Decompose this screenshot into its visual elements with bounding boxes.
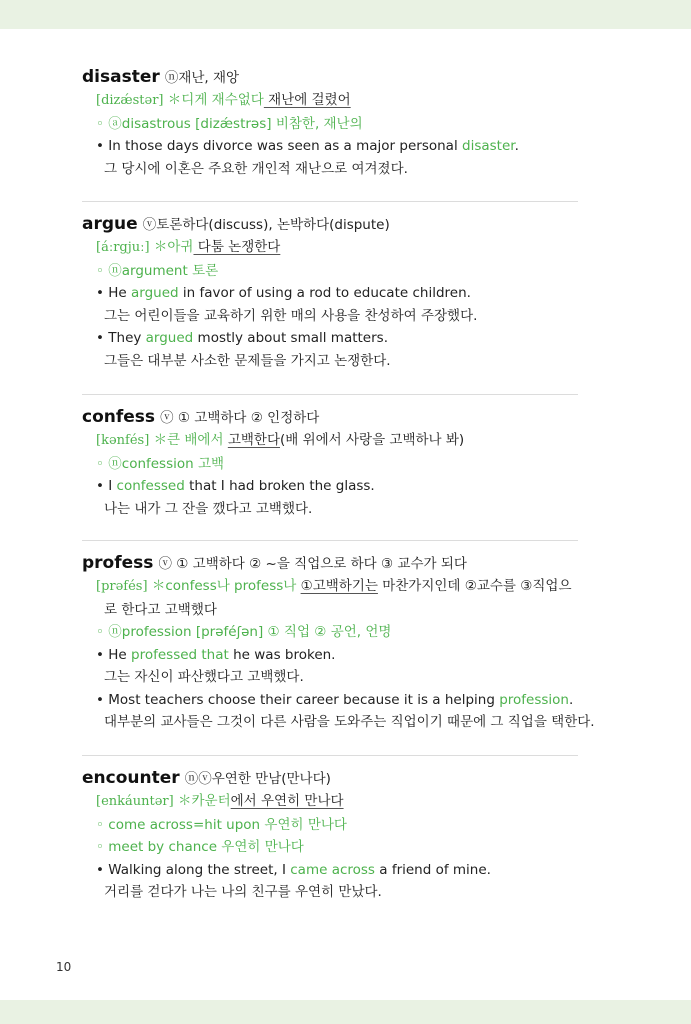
example-sentence: • He argued in favor of using a rod to educate children. [96,285,471,301]
pronunciation: [enkáuntər] [96,794,174,809]
derivative-line [96,836,582,859]
bullet-circle: ◦ [96,839,109,855]
bullet-circle: ◦ [96,115,109,132]
entry-head [82,553,582,575]
example-sentence: • He professed that he was broken. [96,646,336,663]
derivative-line [96,260,582,283]
example-highlight: confessed [116,478,185,494]
derivative-line [96,113,582,136]
headword: confess [82,407,156,427]
derivative: meet by chance 우연히 만나다 [108,839,304,855]
part-of-speech: ⓥ토론하다(discuss), 논박하다(dispute) [142,217,390,233]
example-translation: 그들은 대부분 사소한 문제들을 가지고 논쟁한다. [104,352,391,369]
mnemonic-tip: ＊confess나 profess나 [151,578,297,594]
mnemonic-meaning: 에서 우연히 만나다 [230,793,344,809]
headword: encounter [82,768,180,788]
page-number: 10 [56,960,72,974]
derivative: ⓐdisastrous [dizǽstrəs] 비참한, 재난의 [108,115,363,132]
mnemonic-note: 마찬가지인데 ②교수를 ③직업으 [377,578,572,594]
mnemonic-tip: ＊아귀 [153,239,194,255]
mnemonic-line [96,429,582,453]
divider [82,201,578,202]
derivative: come across=hit upon 우연히 만나다 [108,816,347,833]
entry-head [82,214,582,236]
example-translation: 그는 어린이들을 교육하기 위한 매의 사용을 찬성하여 주장했다. [104,307,478,324]
example-translation: 그는 자신이 파산했다고 고백했다. [104,669,304,685]
example-sentence: • They argued mostly about small matters. [96,330,388,346]
mnemonic-line [96,575,582,599]
derivative-line [96,814,582,837]
example-highlight: argued [131,285,179,301]
example-sentence: • Walking along the street, I came across a friend of mine. [96,861,491,878]
example-highlight: disaster [462,138,515,154]
example-sentence: • I confessed that I had broken the glass. [96,478,375,494]
example-highlight: came across [290,861,375,878]
bottom-band [0,1000,691,1024]
example-highlight: argued [145,330,194,346]
part-of-speech: ⓝⓥ우연한 만남(만나다) [184,771,331,787]
divider [82,755,578,756]
divider [82,540,578,541]
entry-head [82,407,582,429]
derivative: ⓝprofession [prəféʃən] ① 직업 ② 공언, 언명 [108,624,392,640]
example-translation: 대부분의 교사들은 그것이 다른 사람을 도와주는 직업이기 때문에 그 직업을 택한다. [104,714,595,730]
mnemonic-meaning: 고백한다 [227,432,280,448]
divider [82,394,578,395]
mnemonic-line [96,89,582,113]
bullet-circle: ◦ [96,262,109,279]
headword: disaster [82,67,160,87]
mnemonic-meaning: ①고백하기는 [300,578,378,594]
derivative: ⓝconfession 고백 [108,455,225,472]
derivative-line [96,621,582,644]
part-of-speech: ⓥ ① 고백하다 ② ~을 직업으로 하다 ③ 교수가 되다 [158,556,467,572]
example-highlight: profession [499,691,569,708]
bullet-circle: ◦ [96,455,109,472]
part-of-speech: ⓥ ① 고백하다 ② 인정하다 [160,410,320,426]
example-translation: 거리를 걷다가 나는 나의 친구를 우연히 만났다. [104,884,382,900]
mnemonic-line [96,790,582,814]
mnemonic-tip: ＊카운터 [178,793,231,809]
mnemonic-tip: ＊큰 배에서 [153,432,224,448]
mnemonic-meaning: 다툼 논쟁한다 [193,239,281,255]
bullet-circle: ◦ [96,624,109,640]
entry-head [82,768,582,790]
pronunciation: [áːrgjuː] [96,240,150,255]
derivative-line [96,453,582,476]
entry-profess [82,553,595,734]
mnemonic-note: (배 위에서 사랑을 고백하나 봐) [280,432,465,448]
pronunciation: [kənfés] [96,433,150,448]
mnemonic-line [96,236,582,260]
top-band [0,0,691,29]
example-translation: 나는 내가 그 잔을 깼다고 고백했다. [104,500,313,517]
derivative: ⓝargument 토론 [108,262,219,279]
entry-confess [82,407,582,520]
entry-argue [82,214,582,372]
pronunciation: [dizǽstər] [96,93,164,108]
mnemonic-meaning: 재난에 걸렸어 [263,92,351,108]
entry-disaster [82,67,582,180]
headword: profess [82,553,154,573]
bullet-circle: ◦ [96,816,109,833]
example-sentence: • In those days divorce was seen as a major personal disaster. [96,138,519,154]
entry-head [82,67,582,89]
pronunciation: [prəfés] [96,579,148,594]
example-sentence: • Most teachers choose their career because it is a helping profession. [96,691,574,708]
example-highlight: professed that [131,646,229,663]
example-translation: 그 당시에 이혼은 주요한 개인적 재난으로 여겨졌다. [104,160,408,177]
mnemonic-tip: ＊디게 재수없다 [167,92,264,108]
entry-encounter [82,768,582,904]
headword: argue [82,214,138,234]
part-of-speech: ⓝ재난, 재앙 [164,70,240,86]
mnemonic-continuation: 로 한다고 고백했다 [104,601,217,618]
